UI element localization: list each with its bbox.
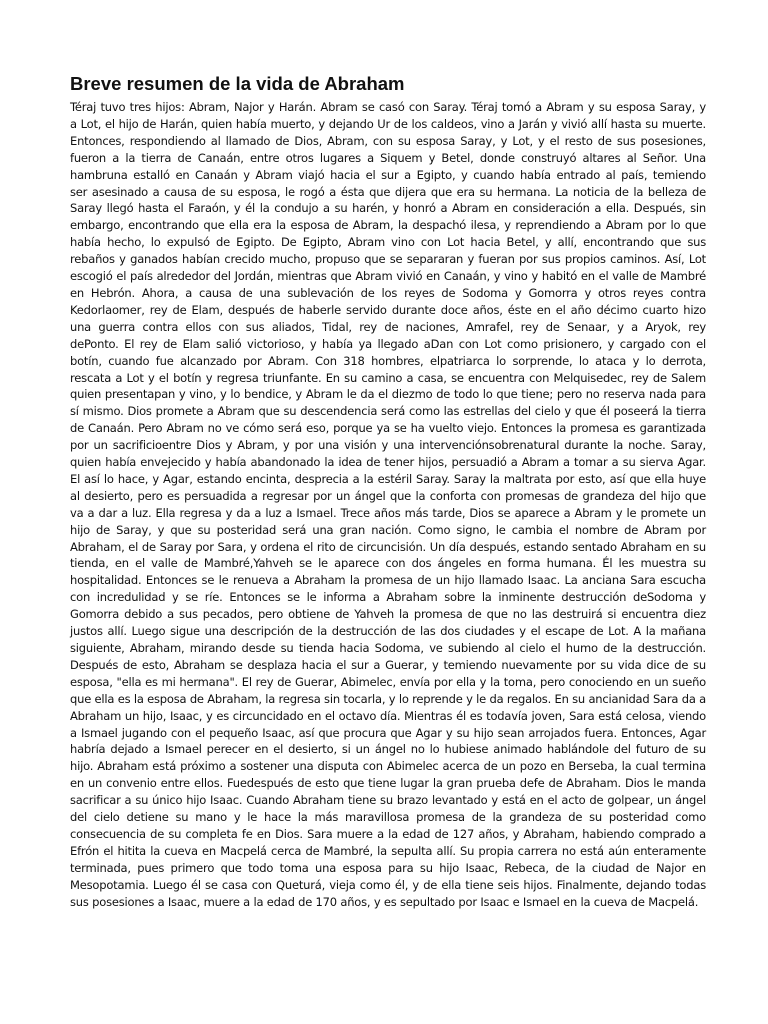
body-text-line: justos allí. Luego sigue una descripción de la destrucción de las dos ciudades y el escape de Lot. A la mañana [70,624,706,639]
body-text-line: embargo, encontrando que ella era la esposa de Abram, la despachó ilesa, y reprendiendo a Abram por lo que [70,218,706,233]
body-text-line: botín, cuando fue alcanzado por Abram. Con 318 hombres, elpatriarca lo sorprende, lo ataca y lo derrota, [70,353,706,368]
body-text-line: Téraj tuvo tres hijos: Abram, Najor y Harán. Abram se casó con Saray. Téraj tomó a Abram y su esposa Saray, y [70,100,706,114]
body-text-line: esposa, "ella es mi hermana". El rey de Guerar, Abimelec, envía por ella y la toma, pero conociendo en un sueño [70,674,706,689]
body-text-line: al desierto, pero es persuadida a regresar por un ángel que la conforta con promesas de grandeza del hijo que [70,488,706,503]
body-text-line: de Canaán. Pero Abram no ve cómo será eso, porque ya se ha vuelto viejo. Entonces la promesa es garantizada [70,421,706,436]
body-text-line: a Ismael jugando con el pequeño Isaac, así que procura que Agar y su hijo sean arrojados fuera. Entonces, Agar [70,725,706,740]
body-text-line: del cielo detiene su mano y le hace la más maravillosa promesa de la grandeza de su posteridad como [70,810,706,825]
body-text-line: había hecho, lo expulsó de Egipto. De Egipto, Abram vino con Lot hacia Betel, y allí, encontrando que sus [70,235,706,250]
body-text-line: hambruna estalló en Canaán y Abram viajó hacia el sur a Egipto, y cuando había entrado al país, temiendo [70,167,706,182]
document-page [70,72,706,911]
body-text-line: siguiente, Abraham, mirando desde su tienda hacia Sodoma, ve subiendo al cielo el humo de la destrucción. [70,641,706,655]
body-text-line: escogió el país alrededor del Jordán, mientras que Abram vivió en Canaán, y vino y habitó en el valle de Mambré [70,269,706,284]
body-text-line: que ella es la esposa de Abraham, la regresa sin tocarla, y lo reprende y le da regalos. En su ancianidad Sara da a [70,691,706,706]
body-text-line: habría dejado a Ismael perecer en el desierto, si un ángel no lo hubiese animado hablándole del futuro de su [70,742,706,757]
body-text-line: sí mismo. Dios promete a Abram que su descendencia será como las estrellas del cielo y que él poseerá la tierra [70,404,706,419]
body-text-line: una guerra contra ellos con sus aliados, Tidal, rey de naciones, Amrafel, rey de Senaar, y a Aryok, rey [70,319,706,334]
body-text-line: con incredulidad y se ríe. Entonces se le informa a Abraham sobre la inminente destrucción deSodoma y [70,590,706,605]
body-text-line: a Lot, el hijo de Harán, quien había muerto, y dejando Ur de los caldeos, vino a Jarán y vivió allí hasta su muerte. [70,116,706,131]
body-text-line: rescata a Lot y el botín y regresa triunfante. En su camino a casa, se encuentra con Melquisedec, rey de Salem [70,370,706,385]
body-text-line: consecuencia de su completa fe en Dios. Sara muere a la edad de 127 años, y Abraham, habiendo comprado a [70,826,706,841]
body-text-line: ser asesinado a causa de su esposa, le rogó a ésta que dijera que era su hermana. La noticia de la belleza de [70,184,706,199]
body-text-line: Abraham, el de Saray por Sara, y ordena el rito de circuncisión. Un día después, estando sentado Abraham en su [70,539,706,554]
body-text-line: hijo. Abraham está próximo a sostener una disputa con Abimelec acerca de un pozo en Berseba, la cual termina [70,759,706,774]
body-text-line: sus posesiones a Isaac, muere a la edad de 170 años, y es sepultado por Isaac e Ismael en la cueva de Macpelá. [70,894,699,909]
body-text-line: Kedorlaomer, rey de Elam, después de haberle servido durante doce años, éste en el año décimo cuarto hizo [70,302,706,317]
body-text-line: va a dar a luz. Ella regresa y da a luz a Ismael. Trece años más tarde, Dios se aparece a Abram y le promete un [70,505,706,520]
body-text-line: dePonto. El rey de Elam salió victorioso, y había ya llegado aDan con Lot como prisionero, y cargado con el [70,336,706,351]
body-text-line: sacrificar a su único hijo Isaac. Cuando Abraham tiene su brazo levantado y está en el acto de golpear, un ángel [70,793,706,808]
body-text-line: Después de esto, Abraham se desplaza hacia el sur a Guerar, y temiendo nuevamente por su vida dice de su [70,657,706,672]
body-text-line: Entonces, respondiendo al llamado de Dios, Abram, con su esposa Saray, y Lot, y el resto de sus posesiones, [70,133,706,148]
body-text-line: Saray llegó hasta el Faraón, y él la condujo a su harén, y honró a Abram en consideración a ella. Después, sin [70,201,706,216]
body-text-line: en un convenio entre ellos. Fuedespués de esto que tiene lugar la gran prueba defe de Abraham. Dios le manda [70,776,706,791]
body-text-line: quien presentapan y vino, y lo bendice, y Abram le da el diezmo de todo lo que tiene; pero no reserva nada para [70,387,706,402]
body-text-line: fueron a la tierra de Canaán, entre otros lugares a Siquem y Betel, donde construyó altares al Señor. Una [70,150,706,165]
body-text-line: Gomorra debido a sus pecados, pero obtiene de Yahveh la promesa de que no las destruirá si encuentra diez [70,607,706,622]
body-text-line: El así lo hace, y Agar, estando encinta, desprecia a la estéril Saray. Saray la maltrata por esto, así que ella huye [70,471,706,486]
document-title: Breve resumen de la vida de Abraham [70,73,405,94]
body-text-line: hijo de Saray, y que su posteridad será una gran nación. Como signo, le cambia el nombre de Abram por [70,522,706,537]
document-body [70,99,706,911]
body-text-line: terminada, pues primero que todo toma una esposa para su hijo Isaac, Rebeca, de la ciudad de Najor en [70,860,706,875]
body-text-line: rebaños y ganados habían crecido mucho, propuso que se separaran y fueran por sus propios caminos. Así, Lot [70,252,706,267]
body-text-line: en Hebrón. Ahora, a causa de una sublevación de los reyes de Sodoma y Gomorra y otros reyes contra [70,285,706,300]
body-text-line: tienda, en el valle de Mambré,Yahveh se le aparece con dos ángeles en forma humana. Él les muestra su [70,556,706,571]
body-text-line: por un sacrificioentre Dios y Abram, y por una visión y una intervenciónsobrenatural durante la noche. Saray, [70,438,706,453]
body-text-line: Abraham un hijo, Isaac, y es circuncidado en el octavo día. Mientras él es todavía joven, Sara está celosa, viendo [70,708,706,723]
body-text-line: Mesopotamia. Luego él se casa con Queturá, vieja como él, y de ella tiene seis hijos. Finalmente, dejando todas [70,877,706,892]
body-text-line: Efrón el hitita la cueva en Macpelá cerca de Mambré, la sepulta allí. Su propia carrera no está aún enteramente [70,843,706,858]
body-text-line: hospitalidad. Entonces se le renueva a Abraham la promesa de un hijo llamado Isaac. La anciana Sara escucha [70,573,706,588]
body-text-line: quien había envejecido y había abandonado la idea de tener hijos, persuadió a Abram a tomar a su sierva Agar. [70,455,706,470]
